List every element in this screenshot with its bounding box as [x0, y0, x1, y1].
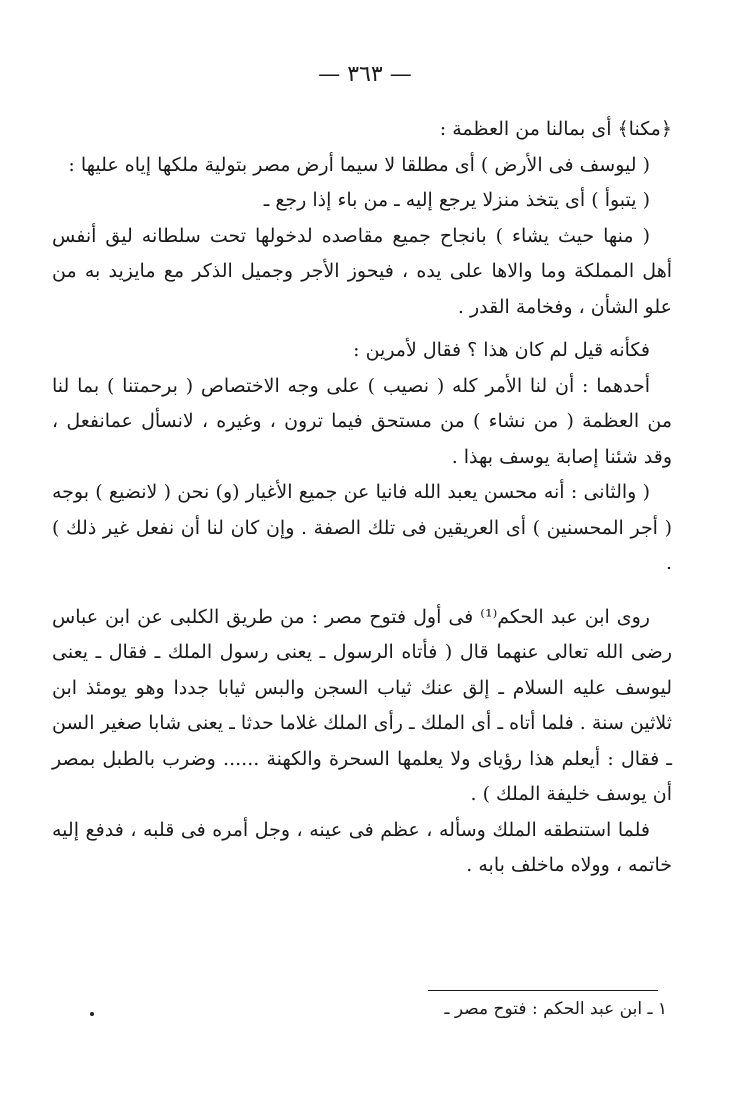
paragraph-3: ( يتبوأ ) أى يتخذ منزلا يرجع إليه ـ من باء إذا رجع ـ — [263, 189, 650, 211]
footnote: ١ ـ ابن عبد الحكم : فتوح مصر ـ — [444, 999, 667, 1019]
paragraph-6: أحدهما : أن لنا الأمر كله ( نصيب ) على وجه الاختصاص ( برحمتنا ) بما لنا من العظمة ( من نشاء ) من مستحق فيما ترون ، وغيره ، لانسأل عمانفعل ، وقد شئنا إصابة يوسف بهذا . — [52, 374, 672, 468]
paragraph-5: فكأنه قيل لم كان هذا ؟ فقال لأمرين : — [353, 339, 650, 361]
paragraph-2: ( ليوسف فى الأرض ) أى مطلقا لا سيما أرض مصر بتولية ملكها إياه عليها : — [68, 153, 650, 176]
spacer — [52, 325, 672, 333]
paragraph-4: ( منها حيث يشاء ) بانجاح جميع مقاصده لدخولها تحت سلطانه ليق أنفس أهل المملكة وما والاها على يده ، فيحوز الأجر وجميل الذكر مع مايزيد به من علو الشأن ، وفخامة القدر . — [52, 224, 672, 318]
footnote-divider — [428, 990, 658, 991]
paragraph-7: ( والثانى : أنه محسن يعبد الله فانيا عن جميع الأغيار (و) نحن ( لانضيع ) بوجه ( أجر المحسنين ) أى العريقين فى تلك الصفة . وإن كان لنا أن نفعل غير ذلك ) . — [52, 481, 672, 574]
body-text — [52, 112, 672, 884]
page-number: — ٣٦٣ — — [318, 62, 412, 87]
paragraph-9: فلما استنطقه الملك وسأله ، عظم فى عينه ، وجل أمره فى قلبه ، فدفع إليه خاتمه ، وولاه ماخلف بابه . — [52, 818, 672, 876]
paragraph-1: ﴿مكنا﴾ أى بمالنا من العظمة : — [439, 118, 672, 140]
paragraph-8: روى ابن عبد الحكم⁽¹⁾ فى أول فتوح مصر : من طريق الكلبى عن ابن عباس رضى الله تعالى عنهما قال ( فأتاه الرسول ـ يعنى رسول الملك ـ فقال ـ يعنى ليوسف عليه السلام ـ إلق عنك ثياب السجن والبس ثيابا جددا وهو يومئذ ابن ثلاثين سنة . فلما أتاه ـ أى الملك ـ رأى الملك غلاما حدثا ـ يعنى شابا صغير السن ـ فقال : أيعلم هذا رؤياى ولا يعلمها السحرة والكهنة ...... وضرب بالطبل بمصر أن يوسف خليفة الملك ) . — [52, 605, 672, 805]
scan-speck — [90, 1012, 94, 1016]
spacer — [52, 582, 672, 600]
